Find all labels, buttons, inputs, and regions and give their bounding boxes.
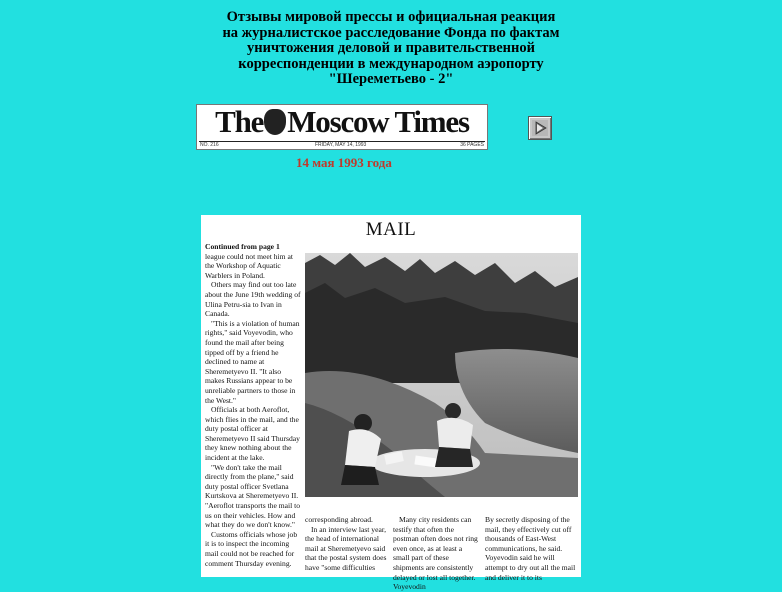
- lake-photo: [305, 253, 578, 497]
- article-column-3: [393, 515, 479, 592]
- article-paragraph: By secretly disposing of the mail, they effectively cut off thousands of East-West communications, he said. Voyevodin said he will attempt to dry out all the mail and deliver it to its: [485, 515, 576, 582]
- lake-photo-image: [305, 253, 578, 497]
- article-paragraph: "We don't take the mail directly from the plane," said duty postal officer Svetlana Kurtskova at Sheremetyevo II. "Aeroflot transports the mail to us on their vehicles. How and what they do we don't know.": [205, 462, 301, 530]
- article-paragraph: Continued from page 1: [205, 242, 280, 251]
- masthead-title-left: The: [215, 104, 264, 139]
- article-paragraph: Others may find out too late about the June 19th wedding of Ulina Petru-sia to Ivan in Canada.: [205, 280, 301, 319]
- article-paragraph: "This is a violation of human rights," said Voyevodin, who found the mail after being tipped off by a friend he declined to name at Sheremetyevo II. "It also makes Russians appear to be unreliable partners to those in the West.": [205, 318, 300, 405]
- masthead-title-right: Moscow Times: [287, 104, 469, 139]
- heading-line: Отзывы мировой прессы и официальная реакция: [226, 9, 556, 25]
- article-paragraph: Customs officials whose job it is to inspect the incoming mail could not be reached for comment Thursday evening.: [205, 529, 298, 568]
- article-paragraph: In an interview last year, the head of international mail at Sheremetyevo said that the postal system does have "some difficulties: [305, 524, 387, 572]
- heading-line: уничтожения деловой и правительственной: [247, 40, 535, 56]
- article-date: 14 мая 1993 года: [296, 155, 392, 170]
- masthead-pages: 36 PAGES: [460, 142, 484, 148]
- article-column-4: [485, 515, 578, 582]
- article-paragraph: Many city residents can testify that often the postman often does not ring even once, as at least a small part of these shipments are consistently delayed or lost all together. Voyevodin: [393, 515, 478, 592]
- moscow-times-masthead: [196, 104, 488, 150]
- heading-line: корреспонденции в международном аэропорту: [238, 55, 544, 72]
- heading-line: "Шереметьево - 2": [328, 71, 454, 87]
- article-paragraph: Officials at both Aeroflot, which flies in the mail, and the duty postal officer at Sheremetyevo II said Thursday they knew nothing about the incident at the lake.: [205, 405, 300, 463]
- article-scan: [201, 215, 581, 592]
- heading-line: на журналистское расследование Фонда по фактам: [222, 24, 560, 41]
- crest-icon: [264, 109, 286, 135]
- article-paragraph: league could not meet him at the Workshop of Aquatic Warblers in Poland.: [205, 251, 293, 280]
- article-section-title: MAIL: [365, 219, 417, 240]
- article-column-2: [305, 515, 387, 573]
- masthead-title: [197, 105, 487, 139]
- next-button[interactable]: [528, 116, 552, 140]
- article-column-left: [205, 242, 302, 568]
- play-arrow-icon: [532, 120, 548, 136]
- masthead-dateline: FRIDAY, MAY 14, 1993: [315, 142, 367, 148]
- page-heading: [200, 10, 582, 88]
- masthead-issue: NO. 216: [200, 142, 219, 148]
- article-paragraph: corresponding abroad.: [305, 515, 373, 524]
